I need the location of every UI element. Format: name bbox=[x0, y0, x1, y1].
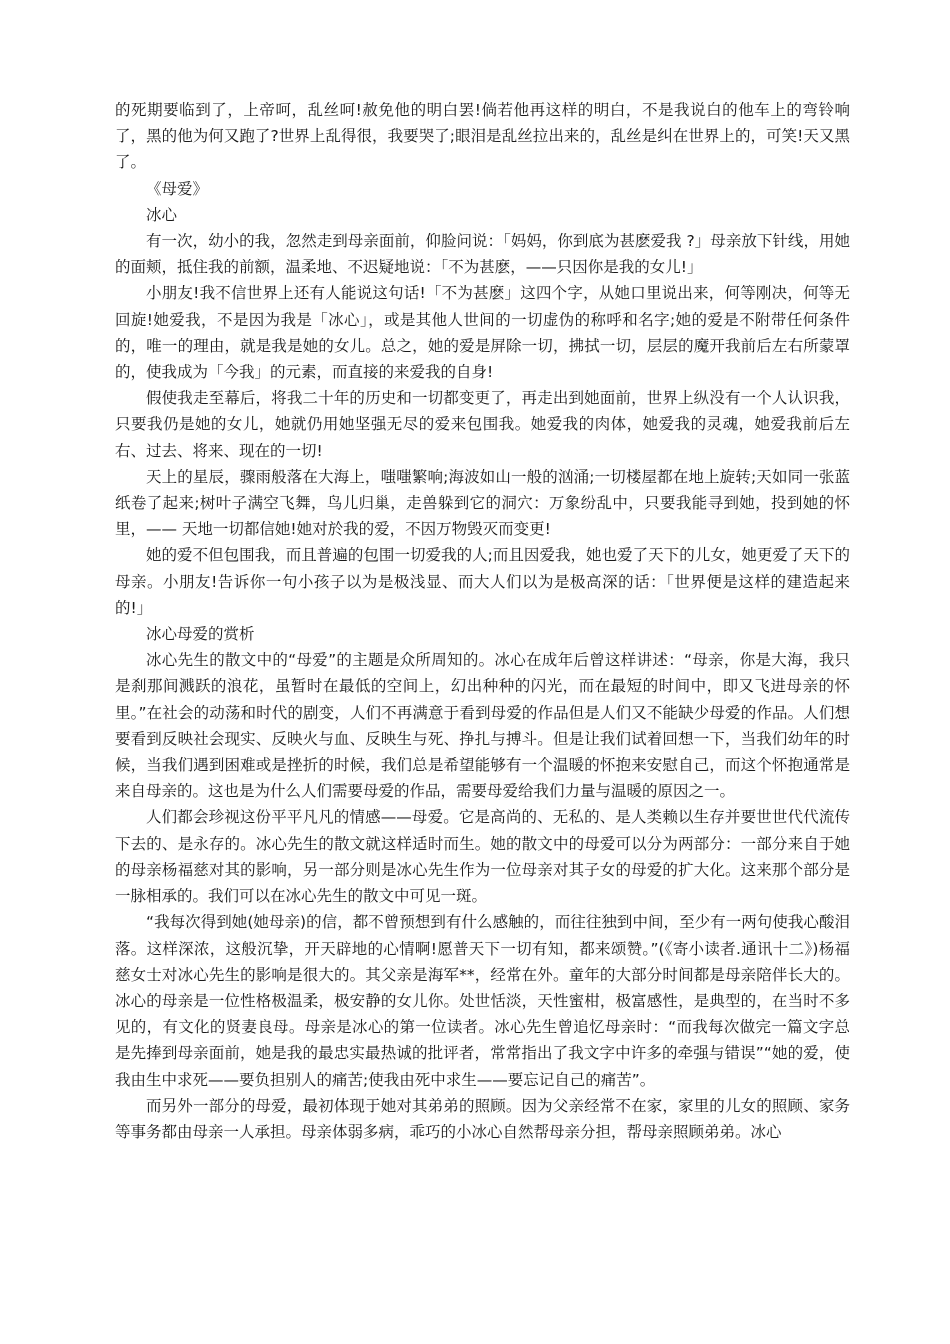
paragraph-continuation: 的死期要临到了，上帝呵，乱丝呵!赦免他的明白罢!倘若他再这样的明白，不是我说白的他车上的弯铃响了，黑的他为何又跑了?世界上乱得很，我要哭了;眼泪是乱丝拉出来的，乱丝是纠在世界上的，可笑!天又黑了。 bbox=[115, 101, 850, 172]
paragraph: 小朋友!我不信世界上还有人能说这句话!「不为甚麽」这四个字，从她口里说出来，何等刚决，何等无回旋!她爱我，不是因为我是「冰心」，或是其他人世间的一切虚伪的称呼和名字;她的爱是不附带任何条件的，唯一的理由，就是我是她的女儿。总之，她的爱是屏除一切，拂拭一切，层层的魔开我前后左右所蒙罩的，使我成为「今我」的元素，而直接的来爱我的自身! bbox=[115, 284, 850, 382]
paragraph: 天上的星辰，骤雨般落在大海上，嗤嗤繁响;海波如山一般的汹涌;一切楼屋都在地上旋转;天如同一张蓝纸卷了起来;树叶子满空飞舞，鸟儿归巢，走兽躲到它的洞穴：万象纷乱中，只要我能寻到她，投到她的怀里，—— 天地一切都信她!她对於我的爱，不因万物毁灭而变更! bbox=[115, 467, 850, 539]
paragraph: “我每次得到她(她母亲)的信，都不曾预想到有什么感触的，而往往独到中间，至少有一两句使我心酸泪落。这样深浓，这般沉挚，开天辟地的心情啊!愿普天下一切有知，都来颂赞。”(《寄小读者.通讯十二》)杨福慈女士对冰心先生的影响是很大的。其父亲是海军**，经常在外。童年的大部分时间都是母亲陪伴长大的。冰心的母亲是一位性格极温柔，极安静的女儿你。处世恬淡，天性蜜柑，极富感性，是典型的，在当时不多见的，有文化的贤妻良母。母亲是冰心的第一位读者。冰心先生曾追忆母亲时：“而我每次做完一篇文字总是先捧到母亲面前，她是我的最忠实最热诚的批评者，常常指出了我文字中许多的牵强与错误”“她的爱，使我由生中求死——要负担别人的痛苦;使我由死中求生——要忘记自己的痛苦”。 bbox=[115, 913, 850, 1089]
paragraph: 人们都会珍视这份平平凡凡的情感——母爱。它是高尚的、无私的、是人类赖以生存并要世世代代流传下去的、是永存的。冰心先生的散文就这样适时而生。她的散文中的母爱可以分为两部分：一部分来自于她的母亲杨福慈对其的影响，另一部分则是冰心先生作为一位母亲对其子女的母爱的扩大化。这来那个部分是一脉相承的。我们可以在冰心先生的散文中可见一斑。 bbox=[115, 808, 850, 906]
paragraph: 冰心先生的散文中的“母爱”的主题是众所周知的。冰心在成年后曾这样讲述：“母亲，你是大海，我只是刹那间溅跃的浪花，虽暂时在最低的空间上，幻出种种的闪光，而在最短的时间中，即又飞进母亲的怀里。”在社会的动荡和时代的剧变，人们不再满意于看到母爱的作品但是人们又不能缺少母爱的作品。人们想要看到反映社会现实、反映火与血、反映生与死、挣扎与搏斗。但是让我们试着回想一下，当我们幼年的时候，当我们遇到困难或是挫折的时候，我们总是希望能够有一个温暖的怀抱来安慰自己，而这个怀抱通常是来自母亲的。这也是为什么人们需要母爱的作品，需要母爱给我们力量与温暖的原因之一。 bbox=[115, 651, 850, 801]
paragraph: 而另外一部分的母爱，最初体现于她对其弟弟的照顾。因为父亲经常不在家，家里的儿女的照顾、家务等事务都由母亲一人承担。母亲体弱多病，乖巧的小冰心自然帮母亲分担，帮母亲照顾弟弟。冰心 bbox=[115, 1096, 850, 1141]
article-title: 《母爱》 bbox=[146, 179, 209, 198]
paragraph: 她的爱不但包围我，而且普遍的包围一切爱我的人;而且因爱我，她也爱了天下的儿女，她更爱了天下的母亲。小朋友!告诉你一句小孩子以为是极浅显、而大人们以为是极高深的话：「世界便是这样的建造起来的!」 bbox=[115, 546, 850, 617]
section-heading: 冰心母爱的赏析 bbox=[146, 625, 255, 644]
article-author: 冰心 bbox=[146, 205, 178, 224]
document-page bbox=[115, 97, 850, 1145]
paragraph: 假使我走至幕后，将我二十年的历史和一切都变更了，再走出到她面前，世界上纵没有一个人认识我，只要我仍是她的女儿，她就仍用她坚强无尽的爱来包围我。她爱我的肉体，她爱我的灵魂，她爱我前后左右、过去、将来、现在的一切! bbox=[115, 389, 850, 460]
paragraph: 有一次，幼小的我，忽然走到母亲面前，仰脸问说：「妈妈，你到底为甚麽爱我 ?」母亲放下针线，用她的面颊，抵住我的前额，温柔地、不迟疑地说：「不为甚麽，——只因你是我的女儿!」 bbox=[115, 232, 850, 277]
